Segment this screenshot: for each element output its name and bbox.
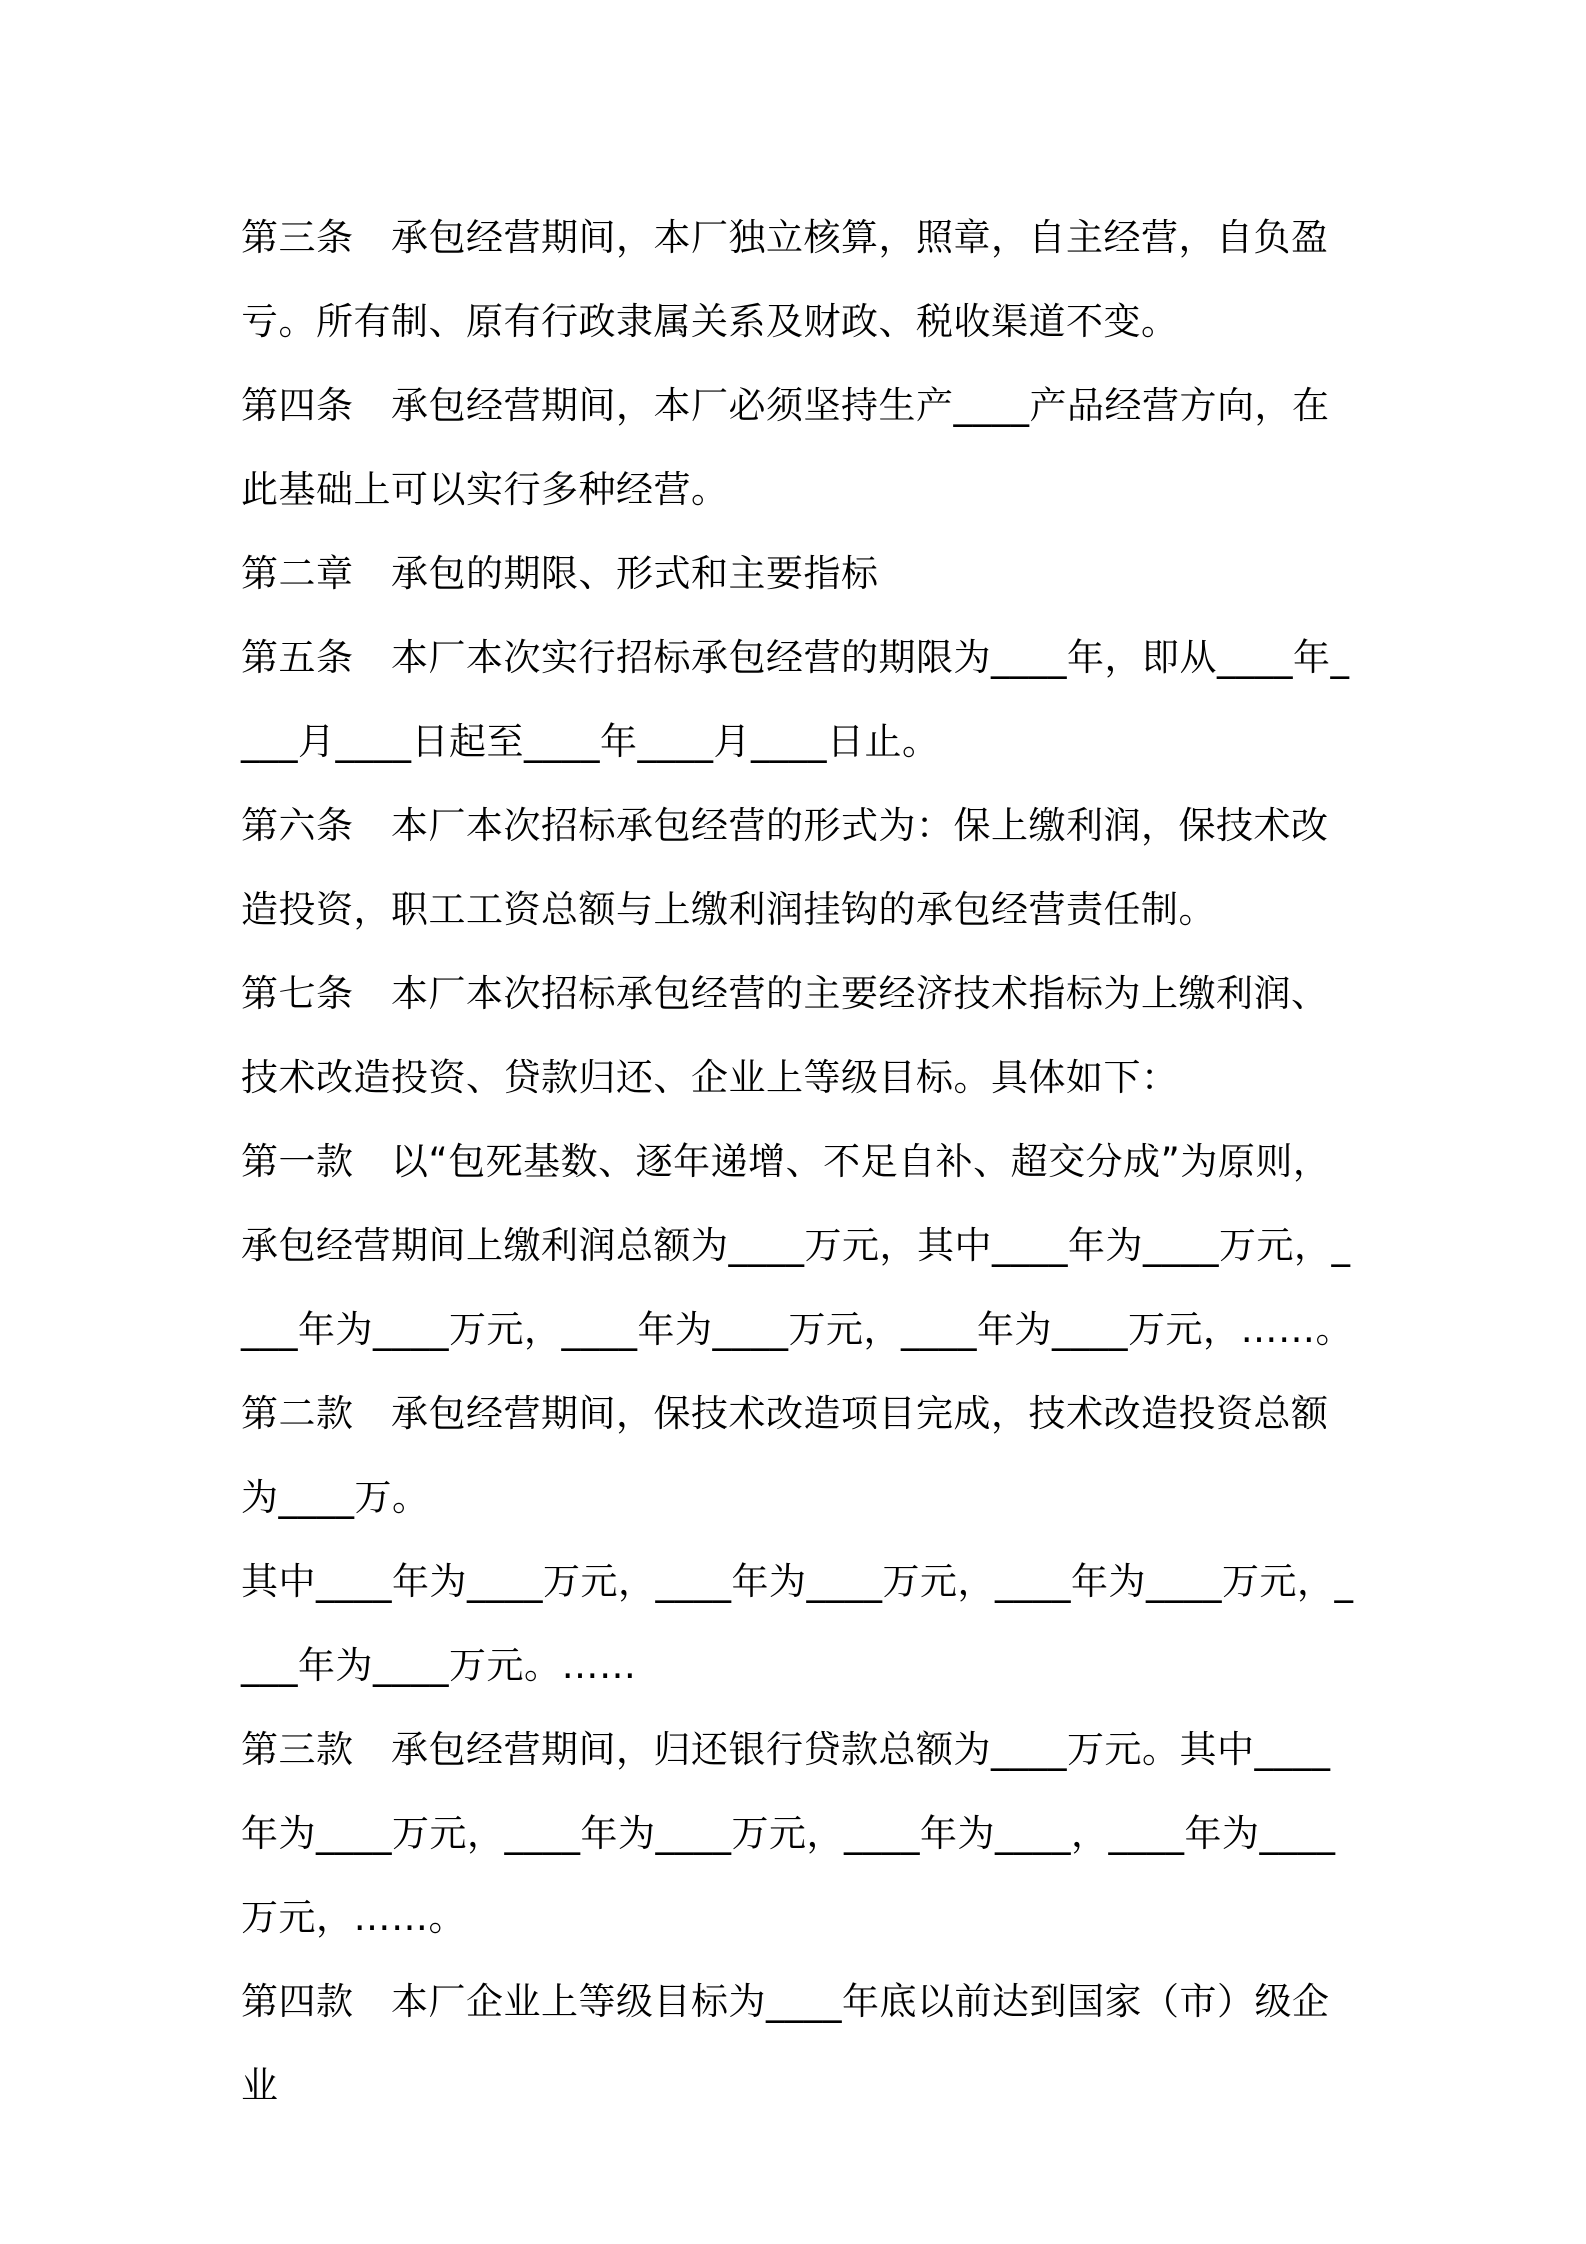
- chapter-2-heading: 第二章 承包的期限、形式和主要指标: [241, 552, 879, 595]
- clause-4: 第四款 本厂企业上等级目标为____年底以前达到国家（市）级企业: [241, 1980, 1330, 2107]
- clause-1: 第一款 以“包死基数、逐年递增、不足自补、超交分成”为原则，承包经营期间上缴利润总额为____万元，其中____年为____万元，____年为____万元，____年为____万元，____年为____万元，……。: [241, 1140, 1353, 1351]
- article-6: 第六条 本厂本次招标承包经营的形式为：保上缴利润，保技术改造投资，职工工资总额与上缴利润挂钩的承包经营责任制。: [241, 804, 1329, 931]
- clause-2: 第二款 承包经营期间，保技术改造项目完成，技术改造投资总额为____万。: [241, 1392, 1329, 1519]
- article-4: 第四条 承包经营期间，本厂必须坚持生产____产品经营方向，在此基础上可以实行多种经营。: [241, 384, 1330, 511]
- clause-2-detail: 其中____年为____万元，____年为____万元，____年为____万元，____年为____万元。……: [241, 1560, 1354, 1687]
- clause-3: 第三款 承包经营期间，归还银行贷款总额为____万元。其中____年为____万元，____年为____万元，____年为____，____年为____万元，……。: [241, 1728, 1336, 1939]
- article-7: 第七条 本厂本次招标承包经营的主要经济技术指标为上缴利润、技术改造投资、贷款归还、企业上等级目标。具体如下：: [241, 972, 1329, 1099]
- article-5: 第五条 本厂本次实行招标承包经营的期限为____年，即从____年____月____日起至____年____月____日止。: [241, 636, 1350, 763]
- article-3: 第三条 承包经营期间，本厂独立核算，照章，自主经营，自负盈亏。所有制、原有行政隶属关系及财政、税收渠道不变。: [241, 216, 1329, 343]
- document-body: [241, 196, 1357, 2128]
